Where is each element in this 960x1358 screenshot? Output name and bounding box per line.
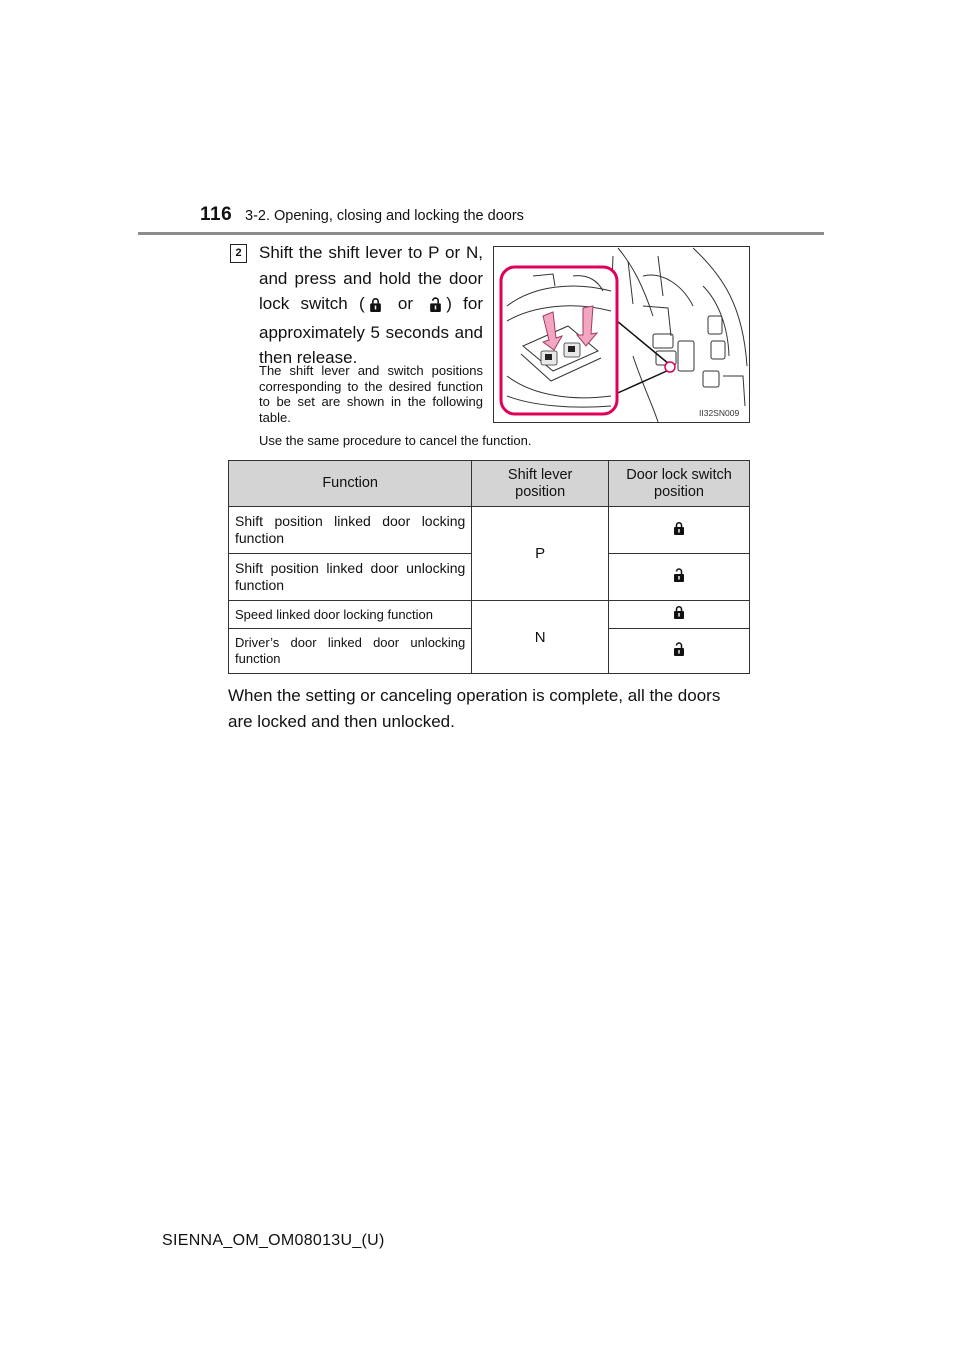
function-table [228,460,750,674]
door-lock-switch-illustration [493,246,750,423]
header-door-lock-switch-position: Door lock switch position [609,461,750,507]
section-title: 3-2. Opening, closing and locking the doors [245,208,524,224]
shift-position-cell: P [472,507,609,601]
unlock-icon [424,294,446,320]
function-cell: Shift position linked door unlocking function [229,554,472,601]
illustration-code: II32SN009 [699,408,740,418]
step-number: 2 [230,244,247,263]
header-shift-lever-position: Shift lever position [472,461,609,507]
lock-icon [365,294,387,320]
footer-document-code: SIENNA_OM_OM08013U_(U) [162,1232,385,1249]
function-cell: Speed linked door locking function [229,601,472,629]
unlock-icon [609,554,750,601]
function-cell: Shift position linked door locking function [229,507,472,554]
step-text-or: or [386,294,425,313]
lock-icon [609,507,750,554]
page-number: 116 [200,204,233,225]
step-text-before: Shift the shift lever to P or N, and press and hold the door lock switch ( [259,243,483,313]
step-text-after: ) for approximately 5 seconds and then release. [259,294,483,367]
table-row [229,601,750,629]
step-instruction [259,240,483,371]
shift-position-cell: N [472,601,609,674]
step-note: The shift lever and switch positions corresponding to the desired function to be set are shown in the following table. [259,363,483,425]
cancel-note: Use the same procedure to cancel the function. [259,433,532,448]
header-function: Function [229,461,472,507]
function-cell: Driver’s door linked door unlocking function [229,629,472,674]
table-header-row [229,461,750,507]
unlock-icon [609,629,750,674]
header-divider [138,232,824,235]
table-row [229,507,750,554]
lock-icon [609,601,750,629]
completion-note: When the setting or canceling operation is complete, all the doors are locked and then unlocked. [228,686,721,731]
